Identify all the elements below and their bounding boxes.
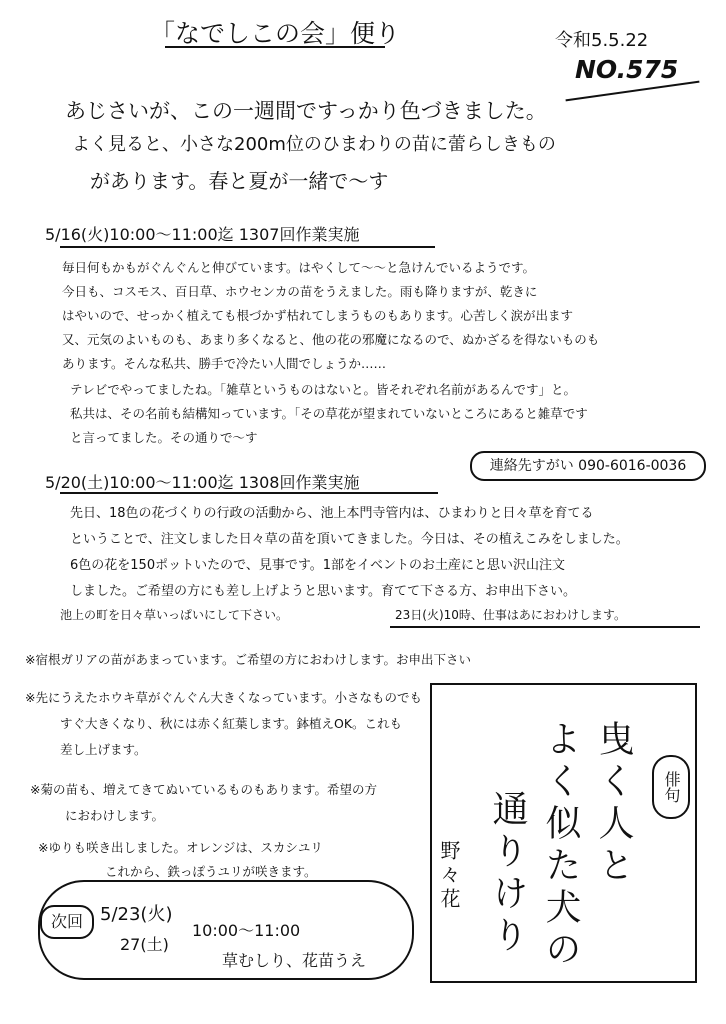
session-1-line: テレビでやってましたね。「雑草というものはないと。皆それぞれ名前があるんです」と。 — [70, 382, 577, 397]
session-1-line: あります。そんな私共、勝手で冷たい人間でしょうか…… — [62, 356, 387, 371]
next-session-task: 草むしり、花苗うえ — [222, 951, 367, 970]
haiku-line-2: よく似た犬の — [540, 720, 581, 972]
note-lily-line: ※ゆりも咲き出しました。オレンジは、スカシユリ — [38, 840, 323, 855]
session-2-line: 6色の花を150ポットいたので、見事です。1部をイベントのお土産にと思い沢山注文 — [70, 558, 566, 573]
note-kochia-line: 差し上げます。 — [60, 742, 147, 757]
intro-line-3: があります。春と夏が一緒で〜す — [90, 169, 389, 193]
work-session-2-heading: 5/20(土)10:00〜11:00迄 1308回作業実施 — [45, 473, 360, 492]
session-2-line: しました。ご希望の方にも差し上げようと思います。育てて下さる方、お申出下さい。 — [70, 584, 576, 599]
session-2-line: ということで、注文しました日々草の苗を頂いてきました。今日は、その植えこみをしました。 — [70, 532, 629, 547]
work-session-1-underline — [60, 246, 435, 248]
next-session-label: 次回 — [40, 905, 94, 939]
note-chrysanthemum-line: ※菊の苗も、増えてきてぬいているものもあります。希望の方 — [30, 782, 377, 797]
session-1-line: 今日も、コスモス、百日草、ホウセンカの苗をうえました。雨も降りますが、乾きに — [62, 284, 538, 299]
haiku-line-3: 通りけり — [487, 790, 528, 958]
haiku-label: 俳句 — [652, 755, 690, 819]
contact-info: 連絡先すがい 090-6016-0036 — [470, 451, 706, 481]
intro-line-1: あじさいが、この一週間ですっかり色づきました。 — [65, 99, 547, 123]
issue-number: NO.575 — [575, 55, 679, 84]
next-session-date-1: 5/23(火) — [100, 904, 173, 925]
work-session-1-heading: 5/16(火)10:00〜11:00迄 1307回作業実施 — [45, 225, 360, 244]
issue-date: 令和5.5.22 — [555, 30, 649, 51]
note-perennial-seedlings: ※宿根ガリアの苗があまっています。ご希望の方におわけします。お申出下さい — [25, 652, 471, 667]
next-session-time: 10:00〜11:00 — [192, 921, 301, 940]
session-2-note: 23日(火)10時、仕事はあにおわけします。 — [395, 608, 626, 622]
session-2-note-underline — [390, 626, 700, 628]
session-1-line: 又、元気のよいものも、あまり多くなると、他の花の邪魔になるので、ぬかざるを得ないものも — [62, 332, 600, 347]
newsletter-title: 「なでしこの会」便り — [150, 19, 401, 48]
session-1-line: 毎日何もかもがぐんぐんと伸びています。はやくして〜〜と急けんでいるようです。 — [62, 260, 536, 275]
note-lily-line: これから、鉄っぽうユリが咲きます。 — [105, 864, 317, 879]
note-chrysanthemum-line: におわけします。 — [65, 808, 165, 823]
title-underline — [165, 46, 385, 48]
session-2-line: 先日、18色の花づくりの行政の活動から、池上本門寺管内は、ひまわりと日々草を育てる — [70, 506, 594, 521]
note-kochia-line: すぐ大きくなり、秋には赤く紅葉します。鉢植えOK。これも — [60, 716, 403, 731]
haiku-author: 野々花 — [437, 840, 461, 912]
work-session-2-underline — [60, 492, 438, 494]
session-1-line: 私共は、その名前も結構知っています。「その草花が望まれていないところにあると雑草です — [70, 406, 588, 421]
haiku-line-1: 曳く人と — [593, 720, 634, 888]
next-session-date-2: 27(土) — [120, 935, 169, 954]
session-1-line: と言ってました。その通りで〜す — [70, 430, 258, 445]
session-1-line: はやいので、せっかく植えても根づかず枯れてしまうものもあります。心苦しく涙が出ます — [62, 308, 574, 323]
session-2-line: 池上の町を日々草いっぱいにして下さい。 — [60, 608, 289, 622]
note-kochia-line: ※先にうえたホウキ草がぐんぐん大きくなっています。小さなものでも — [25, 690, 422, 705]
intro-line-2: よく見ると、小さな200m位のひまわりの苗に蕾らしきもの — [72, 134, 556, 155]
